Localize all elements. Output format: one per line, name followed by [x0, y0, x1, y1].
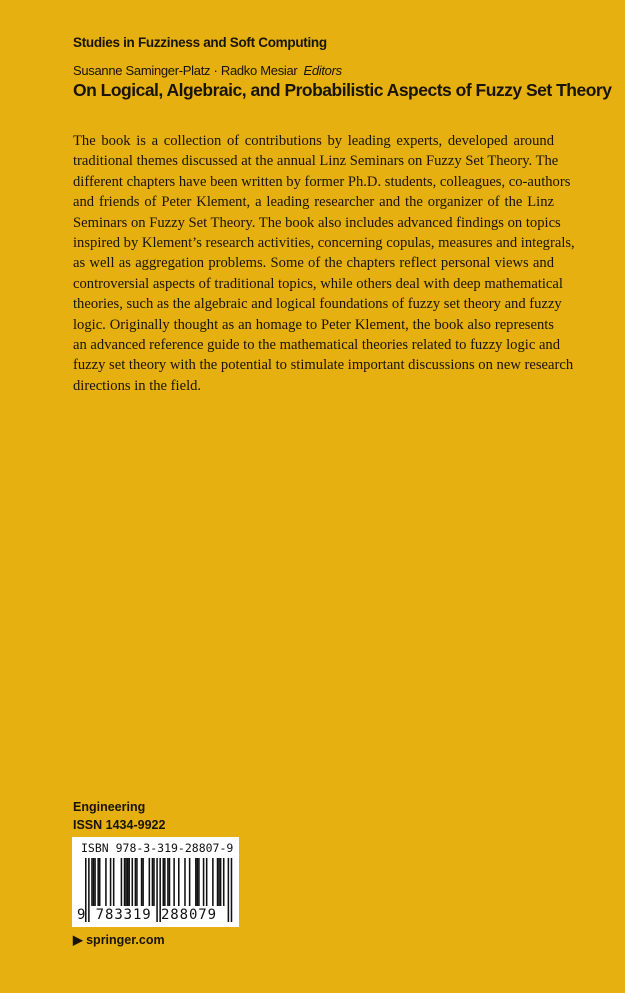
barcode-bar: [212, 858, 214, 906]
barcode-bar: [197, 858, 199, 906]
description-line: an advanced reference guide to the mathematical theories related to fuzzy logic and: [73, 337, 561, 354]
editors-label: Editors: [303, 63, 342, 78]
barcode-bar: [167, 858, 169, 906]
barcode-digits: 9 783319 288079: [77, 907, 217, 923]
barcode-bar: [124, 858, 126, 906]
barcode-bar: [173, 858, 175, 906]
barcode-bar: [169, 858, 171, 906]
barcode-bar: [223, 858, 225, 906]
description-line: and friends of Peter Klement, a leading researcher and the organizer of the Linz: [73, 194, 554, 211]
barcode-bar: [206, 858, 208, 906]
description-line: The book is a collection of contributions by leading experts, developed around: [73, 133, 554, 149]
series-title: Studies in Fuzziness and Soft Computing: [73, 35, 327, 50]
description-line: traditional themes discussed at the annual Linz Seminars on Fuzzy Set Theory. The: [73, 153, 559, 170]
barcode-bar: [94, 858, 96, 906]
barcode-bar: [164, 858, 166, 906]
barcode-bar: [99, 858, 101, 906]
barcode-bar: [218, 858, 220, 906]
isbn-barcode: [72, 837, 239, 927]
barcode-bar: [149, 858, 151, 906]
description-line: logic. Originally thought as an homage to Peter Klement, the book also represents: [73, 316, 554, 333]
barcode-bar: [128, 858, 130, 906]
arrow-right-icon: ▶: [73, 933, 83, 947]
barcode-bar: [217, 858, 219, 906]
barcode-bar: [97, 858, 99, 906]
barcode-bar: [141, 858, 143, 906]
barcode-bar: [163, 858, 165, 906]
barcode-bar: [127, 858, 129, 906]
description-line: controversial aspects of traditional topics, while others deal with deep mathematical: [73, 275, 563, 292]
barcode-bar: [228, 858, 230, 922]
barcode-bar: [203, 858, 205, 906]
subject-category: Engineering: [73, 800, 146, 814]
barcode-bar: [198, 858, 200, 906]
book-title: On Logical, Algebraic, and Probabilistic Aspects of Fuzzy Set Theory: [73, 80, 612, 100]
barcode-bar: [142, 858, 144, 906]
barcode-bar: [135, 858, 137, 906]
website-text: springer.com: [86, 933, 165, 947]
editors: [73, 63, 342, 78]
barcode-bar: [153, 858, 155, 906]
barcode-bar: [136, 858, 138, 906]
barcode-bar: [231, 858, 233, 922]
description-line: directions in the field.: [73, 377, 202, 394]
barcode-bar: [121, 858, 123, 906]
barcode-bar: [113, 858, 115, 906]
barcode-bar: [93, 858, 95, 906]
barcode-bar: [132, 858, 134, 906]
description-line: different chapters have been written by former Ph.D. students, colleagues, co-authors: [73, 173, 571, 190]
publisher-link[interactable]: [73, 932, 165, 947]
description-line: inspired by Klement’s research activities, concerning copulas, measures and integrals,: [73, 235, 575, 252]
editor-names: Susanne Saminger-Platz · Radko Mesiar: [73, 63, 298, 78]
barcode-bar: [125, 858, 127, 906]
description-line: as well as aggregation problems. Some of the chapters reflect personal views and: [73, 255, 554, 272]
barcode-bar: [220, 858, 222, 906]
barcode-bar: [105, 858, 107, 906]
barcode-bar: [152, 858, 154, 906]
barcode-bar: [178, 858, 180, 906]
isbn-text: ISBN 978-3-319-28807-9: [81, 841, 234, 855]
barcode-bar: [195, 858, 197, 906]
barcode-bar: [110, 858, 112, 906]
barcode-bar: [184, 858, 186, 906]
issn: ISSN 1434-9922: [73, 818, 166, 832]
description-line: theories, such as the algebraic and logical foundations of fuzzy set theory and fuzzy: [73, 296, 562, 313]
book-description: [73, 131, 575, 396]
description-line: Seminars on Fuzzy Set Theory. The book also includes advanced findings on topics: [73, 214, 561, 231]
barcode-bar: [189, 858, 191, 906]
description-line: fuzzy set theory with the potential to stimulate important discussions on new research: [73, 357, 574, 374]
barcode-bar: [91, 858, 93, 906]
